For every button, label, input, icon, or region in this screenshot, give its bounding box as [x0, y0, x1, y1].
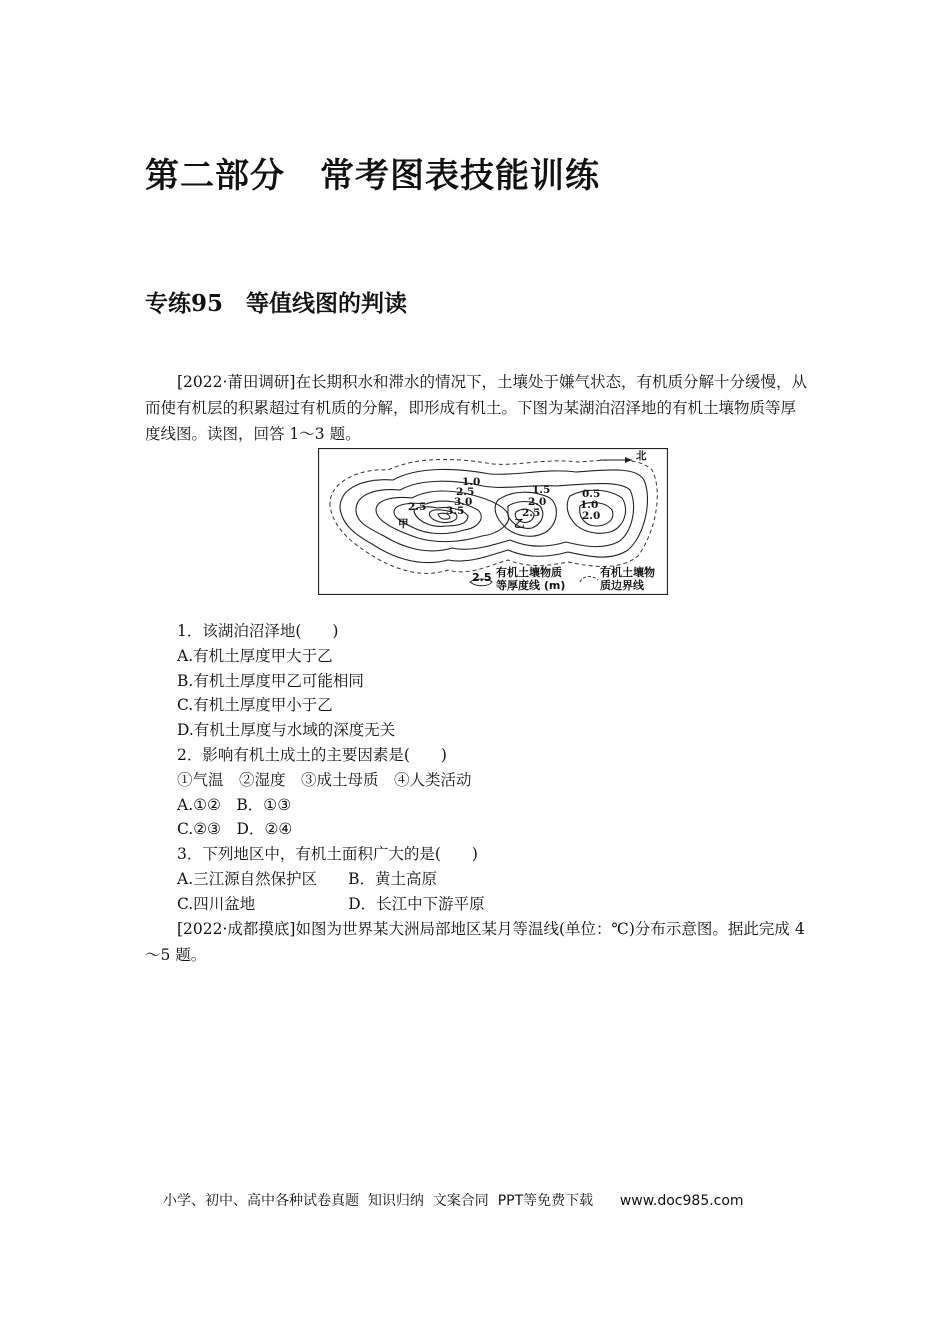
contour-label: 2.5	[522, 507, 541, 519]
intro2-text: [2022·成都摸底]如图为世界某大洲局部地区某月等温线(单位：℃)分布示意图。据此完成 4～5 题。	[145, 920, 805, 964]
section-title: 专练95 等值线图的判读	[145, 290, 408, 317]
legend-contour-value: 2.5	[472, 571, 492, 584]
legend-contour-label-2: 等厚度线 (m)	[496, 579, 566, 592]
option-1b: B.有机土厚度甲乙可能相同	[177, 671, 364, 690]
part-title: 第二部分 常考图表技能训练	[145, 156, 600, 196]
intro-text: [2022·莆田调研]在长期积水和滞水的情况下，土壤处于嫌气状态，有机质分解十分缓慢，从而使有机层的积累超过有机质的分解，即形成有机土。下图为某湖泊沼泽地的有机土壤物质等厚度线图。读图，回答 1～3 题。	[145, 373, 807, 443]
option-1a: A.有机土厚度甲大于乙	[177, 646, 333, 665]
option-1d: D.有机土厚度与水域的深度无关	[177, 721, 396, 740]
contour-label: 0.5	[582, 488, 601, 500]
option-3ab: A.三江源自然保护区 B．黄土高原	[177, 869, 438, 888]
legend-boundary-label-2: 质边界线	[600, 579, 644, 592]
question-2: 2．影响有机土成土的主要因素是( )	[177, 745, 447, 764]
north-label: 北	[636, 450, 647, 462]
intro-paragraph-2	[145, 916, 807, 968]
option-2ab: A.①② B．①③	[177, 795, 292, 814]
legend-boundary-label-1: 有机土壤物	[600, 566, 655, 579]
question-3: 3．下列地区中，有机土面积广大的是( )	[177, 845, 478, 864]
option-2cd: C.②③ D．②④	[177, 820, 293, 839]
contour-label: 1.0	[462, 476, 481, 488]
contour-label: 1.0	[580, 499, 599, 511]
option-3cd: C.四川盆地 D．长江中下游平原	[177, 894, 485, 913]
question-2-items: ①气温 ②湿度 ③成土母质 ④人类活动	[177, 770, 472, 789]
place-label-yi: 乙	[514, 518, 525, 530]
page-footer: 小学、初中、高中各种试卷真题 知识归纳 文案合同 PPT等免费下载 www.doc985.com	[163, 1193, 744, 1209]
contour-label: 2.5	[456, 486, 475, 498]
contour-label: 3.5	[446, 505, 465, 517]
contour-label: 1.5	[532, 484, 551, 496]
intro-paragraph	[145, 369, 807, 447]
question-1: 1．该湖泊沼泽地( )	[177, 622, 339, 640]
contour-map	[318, 448, 668, 595]
contour-label: 3.0	[454, 496, 473, 508]
place-label-jia: 甲	[398, 518, 409, 530]
questions	[177, 619, 485, 917]
contour-map-figure	[318, 448, 668, 595]
option-1c: C.有机土厚度甲小于乙	[177, 696, 333, 715]
legend-contour-label-1: 有机土壤物质	[496, 566, 562, 579]
contour-label: 2.0	[528, 496, 547, 508]
contour-label: 2.5	[408, 501, 427, 513]
contour-label: 2.0	[582, 510, 601, 522]
